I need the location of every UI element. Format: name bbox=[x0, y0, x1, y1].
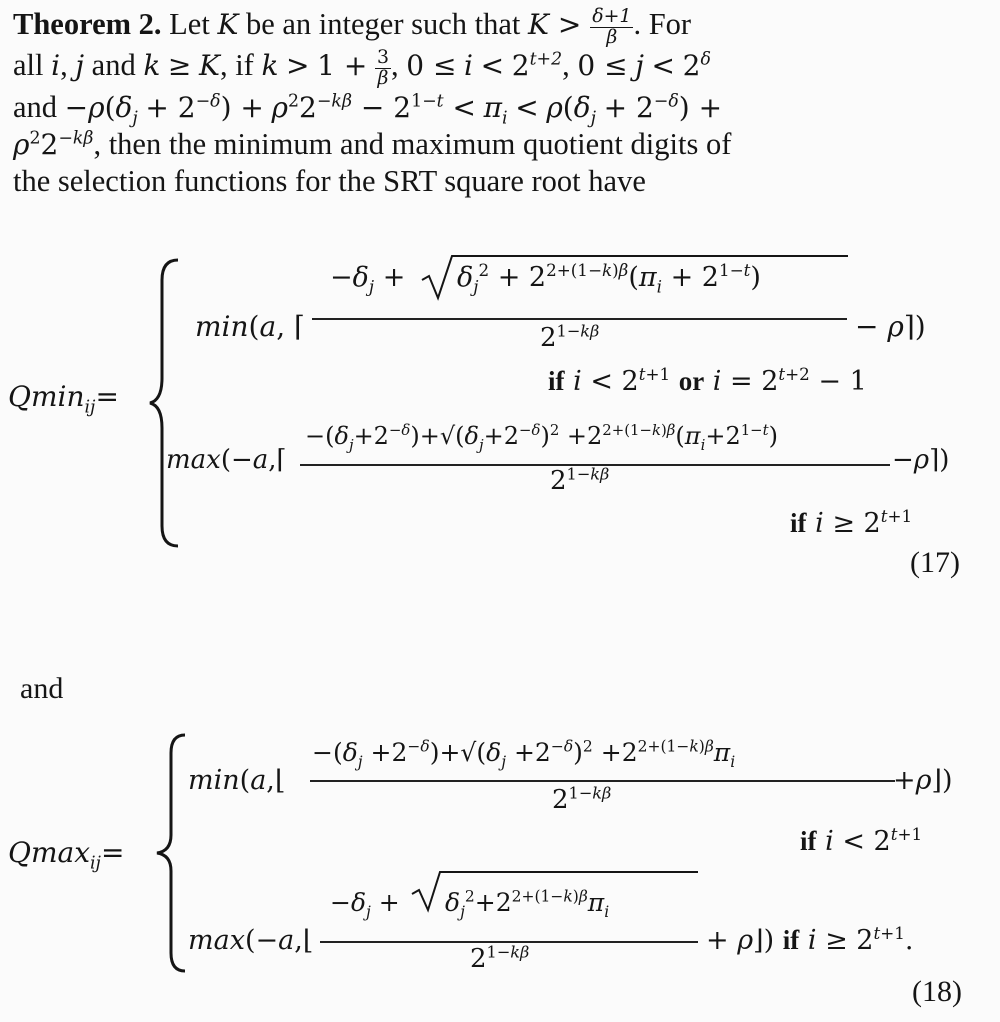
fraction-bar bbox=[312, 318, 847, 320]
theorem-line-4: $\rho^22^{-k\beta}$, then the minimum and maximum quotient digits of bbox=[13, 126, 732, 161]
theorem-line-1 bbox=[13, 6, 978, 47]
case1-numerator-17: $-\delta_j$ + bbox=[330, 262, 406, 297]
equation-number-18: (18) bbox=[912, 975, 962, 1008]
theorem-label: Theorem 2. bbox=[13, 7, 162, 41]
case2-suffix-18: + ρ⌋) if $i \ge 2^{t+1}$. bbox=[706, 923, 914, 956]
case1-numerator-18: $-(\delta_j +2^{-\delta})+√(\delta_j +2^{-\delta})^2 +2^{2+(1-k)\beta}\pi_i$ bbox=[312, 737, 736, 771]
qmin-lhs: Qmin$_{ij}$= bbox=[8, 380, 119, 418]
case2-den-18: $2^{1-k\beta}$ bbox=[470, 942, 530, 974]
theorem-line-2: all i, j and k ≥ K, if k > 1 + $\frac{3}{\beta}$ , $0 \le i < 2^{t+2}$, $0 \le j < 2^\delta$ bbox=[13, 46, 711, 89]
frac-den: β bbox=[606, 25, 618, 48]
sqrt-content-17a: $\delta_j^2 + 2^{2+(1-k)\beta}(\pi_i + 2^{1-t})$ bbox=[457, 260, 761, 297]
case1-suffix-18: +ρ⌋) bbox=[893, 765, 953, 796]
case2-numerator-18-a: $-\delta_j$ + bbox=[330, 888, 400, 921]
math-K: K bbox=[217, 8, 239, 41]
case2-den-17: $2^{1-k\beta}$ bbox=[550, 464, 610, 496]
case1-den-18: $2^{1-k\beta}$ bbox=[552, 783, 612, 815]
min-prefix-17: min(a, ⌈ bbox=[195, 310, 305, 343]
case1-den-17: $2^{1-k\beta}$ bbox=[540, 321, 600, 353]
equation-number-17: (17) bbox=[910, 546, 960, 579]
case2-numerator-17: $-(\delta_j+2^{-\delta})+√(\delta_j+2^{-\delta})^2 +2^{2+(1-k)\beta}(\pi_i+2^{1-t})$ bbox=[305, 421, 779, 454]
left-brace-18 bbox=[155, 733, 189, 973]
and-text: and bbox=[20, 672, 64, 705]
theorem-statement bbox=[13, 6, 978, 200]
theorem-text: Let bbox=[161, 7, 218, 41]
theorem-text: . For bbox=[633, 7, 692, 41]
left-brace-17 bbox=[148, 258, 182, 548]
case2-cond-17: if $i \ge 2^{t+1}$ bbox=[790, 506, 913, 539]
fraction-bar bbox=[310, 780, 895, 782]
case1-cond-18: if $i < 2^{t+1}$ bbox=[800, 824, 923, 857]
frac-num: δ+1 bbox=[592, 4, 632, 27]
frac-delta-beta bbox=[590, 4, 633, 48]
max-prefix-18: max(−a,⌊ bbox=[188, 925, 314, 956]
theorem-line-3: and $-\rho(\delta_j + 2^{-\delta}) + \rho^22^{-k\beta} - 2^{1-t} < \pi_i < \rho(\delta_j + 2^{-\delta})$ + bbox=[13, 89, 723, 129]
math-K-gt: K > bbox=[528, 8, 591, 41]
qmax-lhs: Qmax$_{ij}$= bbox=[8, 836, 125, 874]
case2-numerator-18-b: $\delta_j^2+2^{2+(1-k)\beta}\pi_i$ bbox=[445, 887, 610, 921]
theorem-text: be an integer such that bbox=[238, 7, 529, 41]
min-prefix-18: min(a,⌊ bbox=[188, 765, 286, 796]
max-prefix-17: max(−a,⌈ bbox=[166, 445, 287, 475]
case1-suffix-17: − ρ⌉) bbox=[855, 310, 926, 343]
theorem-line-5: the selection functions for the SRT square root have bbox=[13, 163, 646, 198]
case2-suffix-17: −ρ⌉) bbox=[892, 445, 950, 475]
case1-cond-17: if $i < 2^{t+1}$ or $i = 2^{t+2} - 1$ bbox=[548, 364, 867, 397]
